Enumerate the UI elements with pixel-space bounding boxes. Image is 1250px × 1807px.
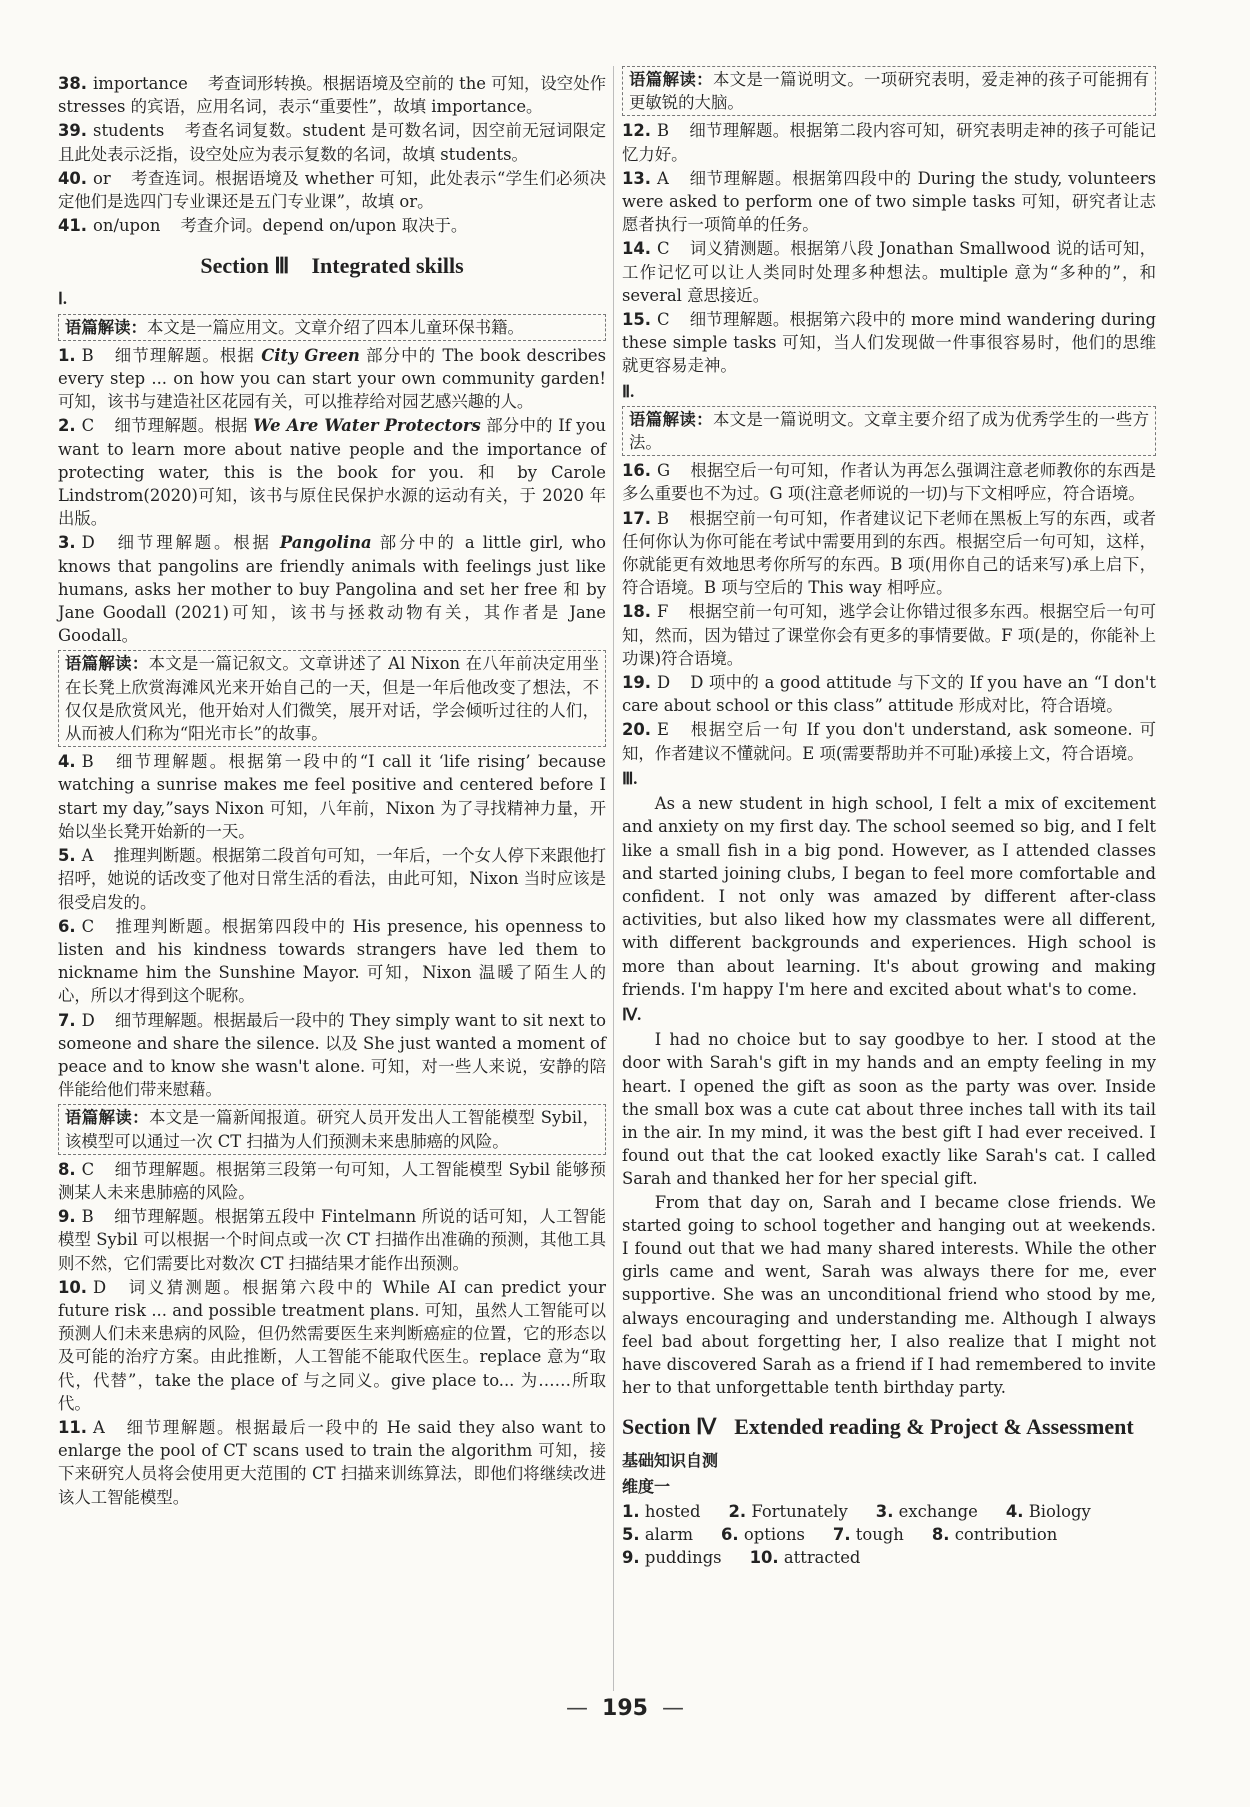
footer-dash-right: —	[661, 1696, 684, 1721]
answer-item	[622, 308, 1156, 378]
vocab-number: 2.	[728, 1501, 747, 1521]
answer-item	[58, 915, 606, 1008]
vocab-answer	[622, 1546, 736, 1569]
answer-item	[622, 237, 1156, 307]
vocab-answer	[833, 1523, 918, 1546]
answer-item	[622, 507, 1156, 600]
explanation-text: 考查介词。depend on/upon 取决于。	[180, 216, 468, 236]
answer-choice: importance	[93, 74, 188, 93]
vocab-word: Fortunately	[751, 1501, 848, 1521]
explanation-text: 细节理解题。根据第六段中的 more mind wandering during these simple tasks 可知，当人们发现做一件事很容易时，他们的思维就更容易走神。	[622, 310, 1156, 376]
answer-number: 19.	[622, 673, 652, 693]
section-4-title: Extended reading & Project & Assessment	[734, 1414, 1134, 1440]
answer-number: 18.	[622, 602, 652, 622]
summary-text: 本文是一篇记叙文。文章讲述了 Al Nixon 在八年前决定用坐在长凳上欣赏海滩风光来开始自己的一天，但是一年后他改变了想法，不仅仅是欣赏风光，他开始对人们微笑，展开对话，学会倾听过往的人们，从而被人们称为“阳光市长”的故事。	[65, 654, 599, 744]
vocab-answer	[750, 1546, 875, 1569]
answer-number: 40.	[58, 168, 88, 188]
vocab-answer	[1006, 1500, 1105, 1523]
vocab-number: 8.	[931, 1524, 950, 1544]
vocab-answer	[932, 1523, 1071, 1546]
answer-item	[622, 459, 1156, 505]
essay-part-3: As a new student in high school, I felt a mix of excitement and anxiety on my first day. The school seemed so big, and I felt like a small fish in a big pond. However, as I attended classes and started joining clubs, I began to feel more comfortable and confident. I not only was amazed by different after-class activities, but also liked how my classmates were all different, with different backgrounds and experiences. High school is more than about learning. It's about growing and making friends. I'm happy I'm here and excited about what's to come.	[622, 794, 1156, 999]
explanation-prefix: 细节理解题。根据	[114, 533, 280, 553]
explanation-text: 细节理解题。根据第三段第一句可知，人工智能模型 Sybil 能够预测某人未来患肺癌的风险。	[58, 1159, 606, 1202]
vocab-number: 3.	[875, 1501, 894, 1521]
explanation-text: 根据空前一句可知，作者建议记下老师在黑板上写的东西，或者任何你认为你可能在考试中需要用到的东西。根据空后一句可知，这样，你就能更有效地思考你所写的东西。B 项(用你自己的话来写)承上启下，符合语境。B 项与空后的 This way 相呼应。	[622, 508, 1156, 598]
explanation-text: 考查词形转换。根据语境及空前的 the 可知，设空处作 stresses 的宾语，应用名词，表示“重要性”，故填 importance。	[58, 74, 606, 117]
answer-choice: D	[81, 533, 95, 553]
summary-text: 本文是一篇说明文。一项研究表明，爱走神的孩子可能拥有更敏锐的大脑。	[629, 70, 1150, 113]
explanation-text: 细节理解题。根据第一段中的“I call it ‘life rising’ because watching a sunrise makes me feel positive and centered before I start my day,”says Nixon 可知，八年前，Nixon 为了寻找精神力量，开始以坐长凳开始新的一天。	[58, 752, 606, 841]
passage-e-answers	[622, 459, 1156, 765]
passage-c-summary	[58, 1104, 606, 1154]
explanation-text: D 项中的 a good attitude 与下文的 If you have an “I don't care about school or this class” attitude 形成对比，符合语境。	[622, 673, 1156, 716]
answer-number: 17.	[622, 508, 652, 528]
vocab-word: attracted	[783, 1548, 861, 1568]
explanation-text: 根据空后一句 If you don't understand, ask someone. 可知，作者建议不懂就问。E 项(需要帮助并不可耻)承接上文，符合语境。	[622, 720, 1156, 763]
answer-number: 4.	[58, 752, 76, 772]
vocab-word: exchange	[898, 1501, 978, 1521]
answer-choice: C	[657, 310, 670, 330]
vocab-word: Biology	[1028, 1501, 1091, 1521]
essay-part-4-paragraph-2: From that day on, Sarah and I became close friends. We started going to school together and hanging out at weekends. I found out that we had many shared interests. While the other girls came and went, Sarah was always there for me, ever supportive. She was an unconditional friend who stood by me, always encouraging and understanding me. Although I always feel bad about forgetting her, I also realize that I might not have discovered Sarah as a friend if I had remembered to invite her to that unforgettable tenth birthday party.	[622, 1192, 1156, 1398]
passage-b-answers	[58, 750, 606, 1101]
answer-choice: B	[81, 752, 94, 772]
vocab-answer	[728, 1500, 861, 1523]
explanation-text: 词义猜测题。根据第八段 Jonathan Smallwood 说的话可知，工作记忆可以让人类同时处理多种想法。multiple 意为“多种的”，和 several 意思接近。	[622, 239, 1156, 305]
answer-item	[58, 844, 606, 914]
answer-number: 2.	[58, 416, 76, 436]
page-footer	[0, 1697, 1250, 1720]
answer-choice: C	[81, 916, 95, 936]
answer-choice: or	[93, 168, 111, 188]
vocab-word: tough	[855, 1524, 904, 1544]
vocab-number: 5.	[622, 1524, 640, 1544]
explanation-text: 部分中的 The book describes every step ... on how you can start your own community garden! 可知，该书与建造社区花园有关，可以推荐给对园艺感兴趣的人。	[58, 345, 606, 412]
explanation-text: 部分中的 If you want to learn more about native people and the importance of protecting water, this is the book for you. 和 by Carole Lindstrom(2020)可知，该书与原住民保护水源的运动有关，于 2020 年出版。	[58, 416, 606, 529]
summary-text: 本文是一篇新闻报道。研究人员开发出人工智能模型 Sybil，该模型可以通过一次 CT 扫描为人们预测未来患肺癌的风险。	[65, 1108, 599, 1151]
part-3-label: Ⅲ.	[622, 768, 638, 788]
essay-part-4-paragraph-1: I had no choice but to say goodbye to her. I stood at the door with Sarah's gift in my hands and an empty feeling in my heart. I opened the gift as soon as the party was over. Inside the small box was a cute cat about three inches tall with its tail in the air. In my mind, it was the best gift I had ever received. I found out that the cat looked exactly like Sarah's cat. I called Sarah and thanked her for her special gift.	[622, 1030, 1156, 1189]
vocab-number: 9.	[622, 1548, 640, 1568]
passage-d-summary	[622, 66, 1156, 116]
vocab-word: contribution	[954, 1524, 1058, 1544]
vocab-number: 7.	[832, 1524, 851, 1544]
footer-dash-left: —	[566, 1696, 589, 1721]
passage-e-summary	[622, 406, 1156, 456]
answer-number: 20.	[622, 720, 652, 740]
answer-item	[58, 1205, 606, 1275]
explanation-text: 部分中的 a little girl, who knows that pangolins are friendly animals with feelings just like humans, asks her mother to buy Pangolina and set her free 和 by Jane Goodall (2021)可知，该书与拯救动物有关，其作者是 Jane Goodall。	[58, 533, 606, 646]
answer-item	[58, 344, 606, 414]
summary-text: 本文是一篇说明文。文章主要介绍了成为优秀学生的一些方法。	[629, 409, 1150, 453]
answer-item	[58, 414, 606, 530]
vocab-word: hosted	[644, 1501, 701, 1521]
answer-number: 11.	[58, 1417, 88, 1437]
explanation-text: 根据空前一句可知，逃学会让你错过很多东西。根据空后一句可知，然而，因为错过了课堂你会有更多的事情要做。F 项(是的，你能补上功课)符合语境。	[622, 602, 1156, 668]
answer-item	[622, 167, 1156, 237]
answer-number: 7.	[58, 1010, 76, 1030]
section-title-reference: City Green	[261, 345, 360, 365]
answer-choice: D	[81, 1010, 95, 1030]
answers-38-41	[58, 72, 606, 237]
answer-item	[58, 1276, 606, 1415]
explanation-text: 细节理解题。根据第四段中的 During the study, volunteers were asked to perform one of two simple tasks 可知，研究者让志愿者执行一项简单的任务。	[622, 168, 1156, 235]
section-4-heading	[622, 1413, 1156, 1441]
answer-number: 41.	[58, 216, 88, 236]
answer-item	[58, 1009, 606, 1102]
explanation-text: 考查连词。根据语境及 whether 可知，此处表示“学生们必须决定他们是选四门专业课还是五门专业课”，故填 or。	[58, 168, 606, 212]
answer-choice: A	[81, 846, 94, 866]
basics-heading: 基础知识自测	[622, 1451, 719, 1471]
answer-number: 8.	[58, 1159, 76, 1179]
vocab-number: 6.	[721, 1524, 739, 1544]
part-1-label: Ⅰ.	[58, 289, 67, 309]
answer-choice: D	[93, 1277, 107, 1297]
explanation-text: 考查名词复数。student 是可数名词，因空前无冠词限定且此处表示泛指，设空处应为表示复数的名词，故填 students。	[58, 121, 606, 164]
vocab-answer	[622, 1523, 707, 1546]
answer-item	[622, 119, 1156, 165]
section-3-heading: Section Ⅲ Integrated skills	[200, 253, 464, 279]
answer-item	[58, 119, 606, 165]
vocab-number: 10.	[749, 1548, 779, 1568]
answer-choice: on/upon	[93, 216, 161, 236]
vocab-answers	[622, 1500, 1156, 1570]
answer-number: 39.	[58, 121, 88, 141]
explanation-text: 推理判断题。根据第二段首句可知，一年后，一个女人停下来跟他打招呼，她说的话改变了他对日常生活的看法，由此可知，Nixon 当时应该是很受启发的。	[58, 846, 606, 912]
answer-choice: A	[93, 1417, 105, 1437]
passage-a-answers	[58, 344, 606, 648]
explanation-text: 细节理解题。根据最后一段中的 He said they also want to enlarge the pool of CT scans used to train the algorithm 可知，接下来研究人员将会使用更大范围的 CT 扫描来训练算法，即他们将继续改进该人工智能模型。	[58, 1417, 606, 1507]
answer-choice: C	[81, 416, 95, 436]
answer-number: 6.	[58, 916, 76, 936]
answer-number: 13.	[622, 168, 652, 188]
right-column	[622, 72, 1156, 1569]
summary-label: 语篇解读：	[65, 317, 147, 337]
explanation-text: 细节理解题。根据第五段中 Fintelmann 所说的话可知，人工智能模型 Sybil 可以根据一个时间点或一次 CT 扫描作出准确的预测，其他工具则不然，它们需要比对数次 CT 扫描结果才能作出预测。	[58, 1207, 606, 1273]
vocab-number: 1.	[622, 1501, 640, 1521]
vocab-answer	[721, 1523, 819, 1546]
answer-choice: A	[657, 168, 669, 188]
answer-number: 10.	[58, 1277, 88, 1297]
summary-label: 语篇解读：	[65, 1108, 149, 1128]
summary-label: 语篇解读：	[65, 654, 149, 674]
left-column	[58, 72, 606, 1510]
answer-choice: C	[81, 1159, 95, 1179]
vocab-answer	[622, 1500, 714, 1523]
answer-item	[58, 531, 606, 647]
answer-number: 38.	[58, 74, 88, 93]
answer-item	[58, 72, 606, 118]
answer-number: 1.	[58, 345, 76, 365]
vocab-word: puddings	[644, 1548, 722, 1568]
answer-choice: B	[81, 345, 94, 365]
answer-item	[622, 718, 1156, 764]
answer-number: 5.	[58, 846, 76, 866]
answer-item	[58, 1158, 606, 1204]
passage-d-answers	[622, 119, 1156, 377]
explanation-text: 细节理解题。根据最后一段中的 They simply want to sit next to someone and share the silence. 以及 She just wanted a moment of peace and to know she wasn't alone. 可知，对一些人来说，安静的陪伴能给他们带来慰藉。	[58, 1010, 606, 1100]
column-divider	[613, 66, 614, 1691]
answer-number: 9.	[58, 1207, 76, 1227]
answer-choice: E	[657, 720, 670, 740]
section-title-reference: We Are Water Protectors	[253, 416, 481, 436]
dimension-heading: 维度一	[622, 1476, 671, 1496]
answer-choice: B	[657, 508, 670, 528]
vocab-word: options	[743, 1524, 805, 1544]
part-2-label: Ⅱ.	[622, 381, 635, 401]
passage-c-answers	[58, 1158, 606, 1509]
summary-text: 本文是一篇应用文。文章介绍了四本儿童环保书籍。	[146, 317, 524, 337]
answer-choice: D	[657, 673, 671, 693]
answer-choice: B	[81, 1207, 94, 1227]
answer-number: 15.	[622, 310, 652, 330]
answer-choice: B	[657, 121, 670, 141]
explanation-text: 根据空后一句可知，作者认为再怎么强调注意老师教你的东西是多么重要也不为过。G 项(注意老师说的一切)与下文相呼应，符合语境。	[622, 461, 1156, 504]
summary-label: 语篇解读：	[629, 70, 713, 89]
section-title-reference: Pangolina	[279, 533, 372, 553]
passage-b-summary	[58, 650, 606, 747]
vocab-answer	[876, 1500, 992, 1523]
answer-choice: F	[657, 602, 669, 622]
explanation-text: 推理判断题。根据第四段中的 His presence, his openness to listen and his kindness towards strangers have led them to nickname him the Sunshine Mayor. 可知，Nixon 温暖了陌生人的心，所以才得到这个昵称。	[58, 916, 606, 1006]
page-number: 195	[602, 1696, 648, 1721]
part-4-label: Ⅳ.	[622, 1004, 642, 1024]
explanation-text: 细节理解题。根据第二段内容可知，研究表明走神的孩子可能记忆力好。	[622, 121, 1156, 164]
answer-item	[58, 167, 606, 213]
answer-choice: G	[657, 461, 671, 481]
answer-item	[58, 214, 606, 237]
answer-choice: C	[657, 239, 670, 259]
explanation-prefix: 细节理解题。根据	[114, 416, 254, 436]
answer-number: 16.	[622, 461, 652, 481]
answer-item	[58, 750, 606, 843]
answer-number: 14.	[622, 239, 652, 259]
answer-item	[622, 600, 1156, 670]
section-4-number: Section Ⅳ	[622, 1414, 717, 1440]
answer-item	[622, 671, 1156, 717]
explanation-prefix: 细节理解题。根据	[113, 345, 262, 365]
explanation-text: 词义猜测题。根据第六段中的 While AI can predict your future risk ... and possible treatment plans. 可知，虽然人工智能可以预测人们未来患病的风险，但仍然需要医生来判断癌症的位置，它的形态以及可能的治疗方案。由此推断，人工智能不能取代医生。replace 意为“取代，代替”，take the place of 与之同义。give place to... 为……所取代。	[58, 1277, 606, 1413]
answer-number: 12.	[622, 121, 652, 141]
answer-number: 3.	[58, 533, 76, 553]
summary-label: 语篇解读：	[629, 409, 713, 429]
vocab-word: alarm	[644, 1524, 694, 1544]
vocab-number: 4.	[1005, 1501, 1024, 1521]
answer-item	[58, 1416, 606, 1509]
passage-a-summary	[58, 314, 606, 341]
answer-choice: students	[93, 121, 165, 141]
